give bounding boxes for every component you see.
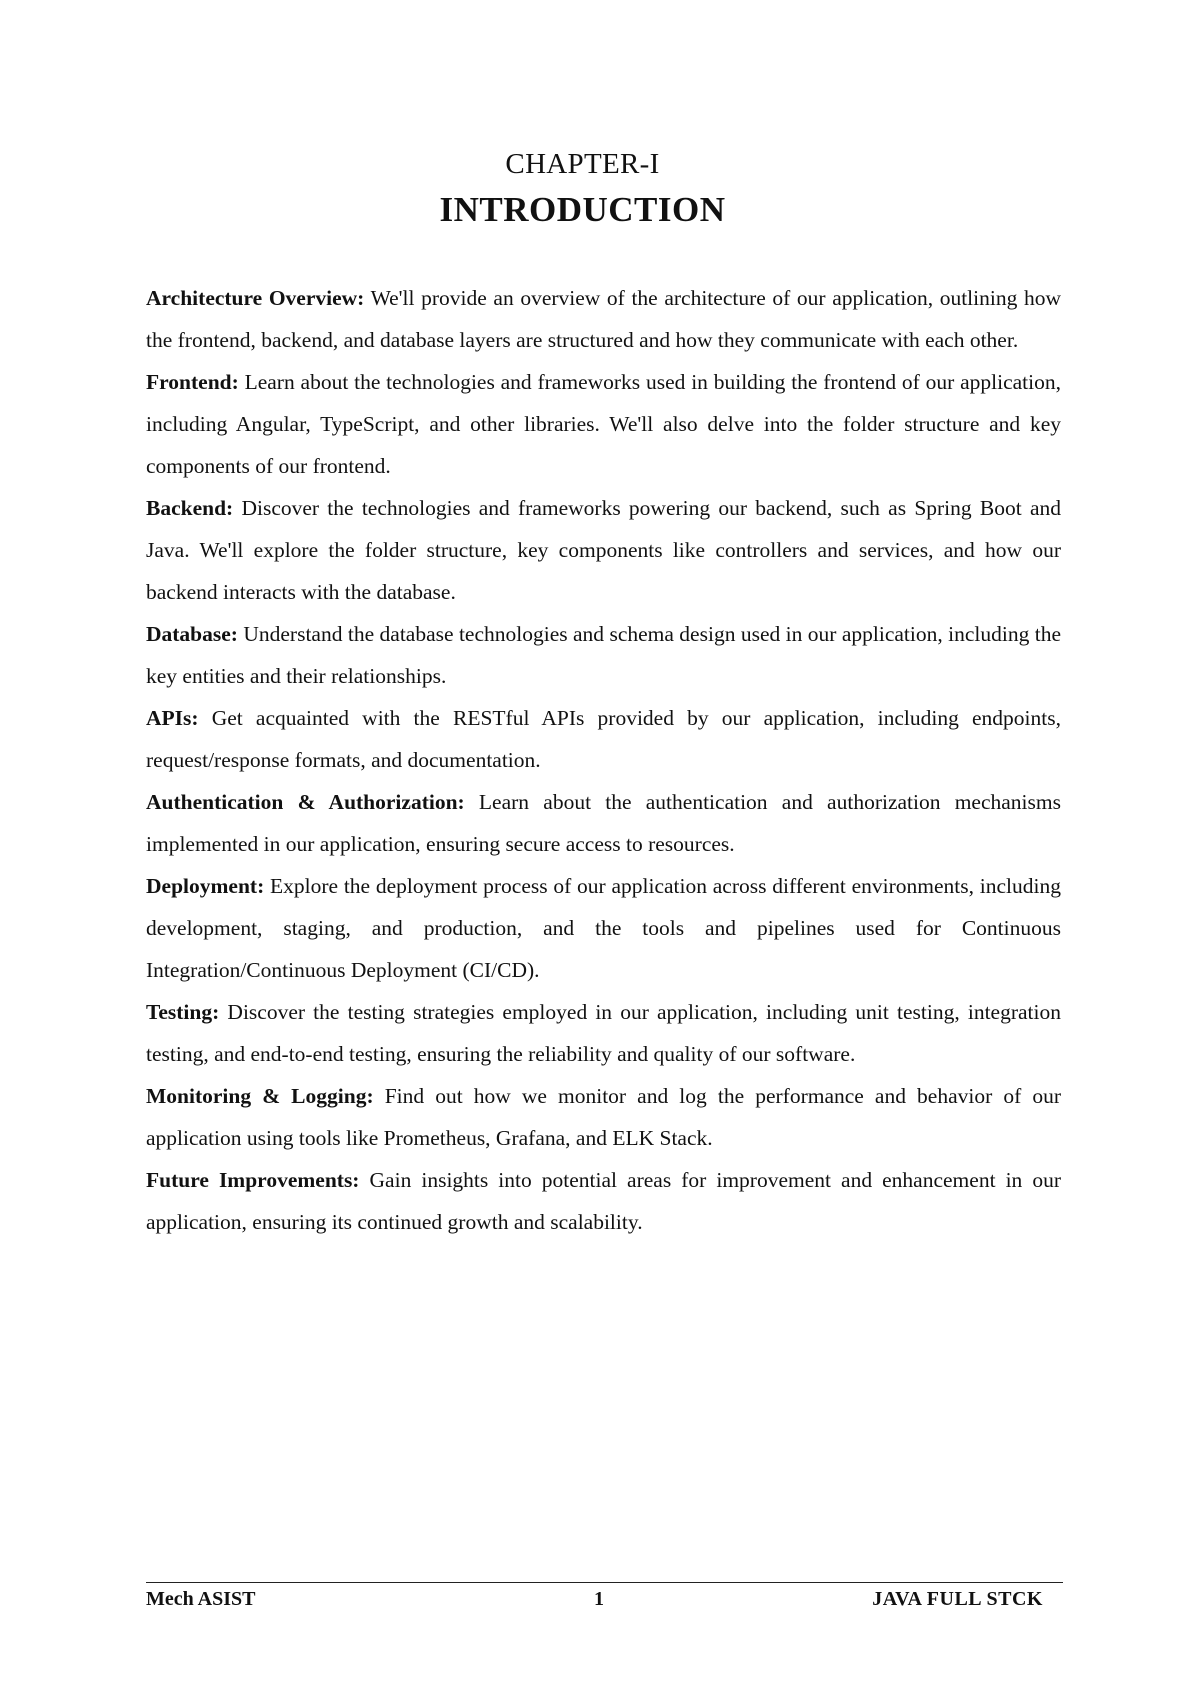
section-text: Gain insights into potential areas for improvement and enhancement in our application, ensuring its continued growth and scalability. <box>146 1168 1061 1234</box>
section-term: Testing: <box>146 1000 220 1024</box>
section-authentication <box>146 781 1061 865</box>
section-term: Frontend: <box>146 370 239 394</box>
section-apis <box>146 697 1061 781</box>
section-text: Find out how we monitor and log the performance and behavior of our application using tools like Prometheus, Grafana, and ELK Stack. <box>146 1084 1061 1150</box>
section-text: We'll provide an overview of the architecture of our application, outlining how the frontend, backend, and database layers are structured and how they communicate with each other. <box>146 286 1061 352</box>
section-text: Understand the database technologies and schema design used in our application, including the key entities and their relationships. <box>146 622 1061 688</box>
section-text: Learn about the authentication and authorization mechanisms implemented in our application, ensuring secure access to resources. <box>146 790 1061 856</box>
page-footer <box>146 1588 1063 1618</box>
section-testing <box>146 991 1061 1075</box>
chapter-title: INTRODUCTION <box>439 190 726 229</box>
section-term: Future Improvements: <box>146 1168 360 1192</box>
section-term: Architecture Overview: <box>146 286 365 310</box>
section-text: Learn about the technologies and frameworks used in building the frontend of our application, including Angular, TypeScript, and other libraries. We'll also delve into the folder structure and key components of our frontend. <box>146 370 1061 478</box>
section-text: Explore the deployment process of our application across different environments, including development, staging, and production, and the tools and pipelines used for Continuous Integration/Continuous Deployment (CI/CD). <box>146 874 1061 982</box>
section-term: Monitoring & Logging: <box>146 1084 374 1108</box>
section-monitoring <box>146 1075 1061 1159</box>
section-term: Database: <box>146 622 238 646</box>
footer-left-text: Mech ASIST <box>146 1588 256 1610</box>
section-deployment <box>146 865 1061 991</box>
section-future-improvements <box>146 1159 1061 1243</box>
body-text <box>146 277 1061 1243</box>
section-frontend <box>146 361 1061 487</box>
section-text: Discover the technologies and frameworks powering our backend, such as Spring Boot and Java. We'll explore the folder structure, key components like controllers and services, and how our backend interacts with the database. <box>146 496 1061 604</box>
footer-right-text: JAVA FULL STCK <box>872 1588 1043 1610</box>
section-architecture-overview <box>146 277 1061 361</box>
section-term: APIs: <box>146 706 199 730</box>
chapter-label: CHAPTER-I <box>505 148 660 180</box>
footer-divider <box>146 1582 1063 1583</box>
section-text: Discover the testing strategies employed in our application, including unit testing, integration testing, and end-to-end testing, ensuring the reliability and quality of our software. <box>146 1000 1061 1066</box>
section-database <box>146 613 1061 697</box>
page-number: 1 <box>594 1588 604 1610</box>
section-term: Deployment: <box>146 874 265 898</box>
section-backend <box>146 487 1061 613</box>
section-term: Backend: <box>146 496 234 520</box>
section-term: Authentication & Authorization: <box>146 790 465 814</box>
section-text: Get acquainted with the RESTful APIs provided by our application, including endpoints, request/response formats, and documentation. <box>146 706 1061 772</box>
